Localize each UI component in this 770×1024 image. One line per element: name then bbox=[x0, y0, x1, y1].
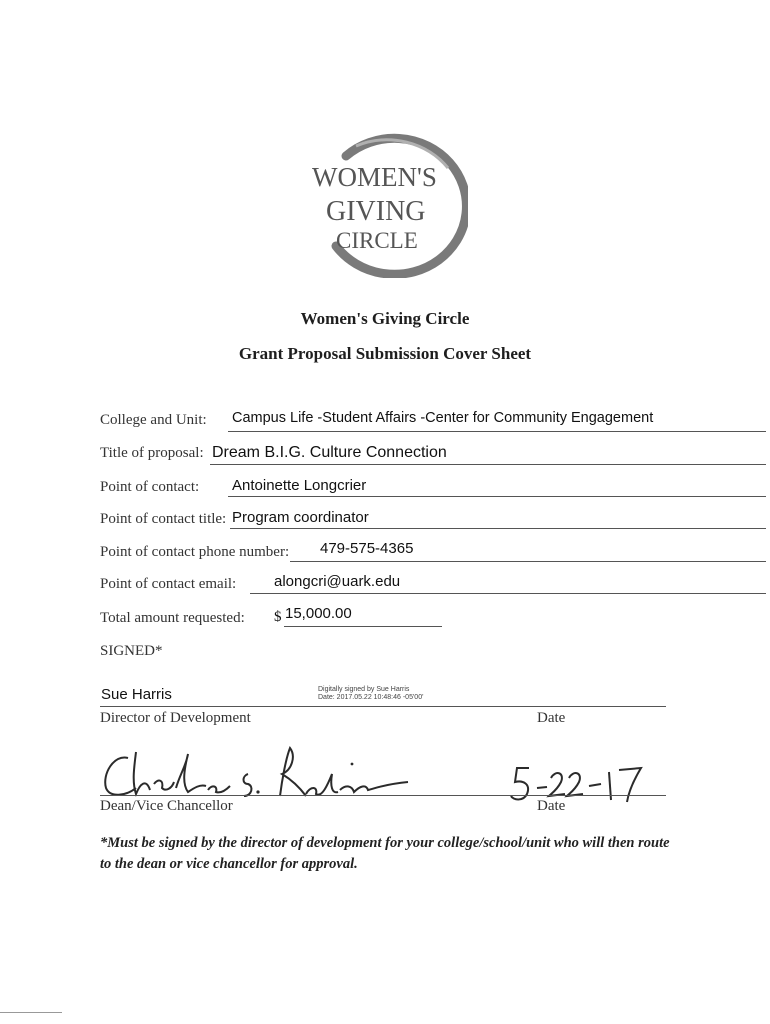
date-label-dean: Date bbox=[537, 798, 566, 814]
contact-value: Antoinette Longcrier bbox=[232, 477, 367, 494]
amount-currency: $ bbox=[274, 609, 282, 625]
college-label: College and Unit: bbox=[100, 412, 207, 428]
date-label-director: Date bbox=[537, 710, 566, 726]
director-signature-line bbox=[100, 706, 666, 707]
document-title: Women's Giving Circle bbox=[300, 309, 470, 328]
contact-title-label: Point of contact title: bbox=[100, 511, 227, 527]
phone-label: Point of contact phone number: bbox=[100, 544, 290, 560]
digital-signature-line-2: Date: 2017.05.22 10:48:46 -05'00' bbox=[318, 694, 424, 701]
logo-text-womens: WOMEN'S bbox=[312, 162, 437, 192]
footnote: *Must be signed by the director of development for your college/school/unit who will then route to the dean or vice chancellor for approval. bbox=[100, 835, 670, 872]
dean-signature-line bbox=[100, 795, 666, 796]
proposal-title-label: Title of proposal: bbox=[100, 445, 204, 461]
college-value: Campus Life -Student Affairs -Center for Community Engagement bbox=[232, 410, 654, 426]
phone-underline bbox=[290, 561, 766, 562]
email-value: alongcri@uark.edu bbox=[274, 573, 401, 590]
director-name: Sue Harris bbox=[101, 686, 172, 703]
scan-edge-mark bbox=[0, 1012, 62, 1013]
proposal-title-value: Dream B.I.G. Culture Connection bbox=[212, 444, 447, 461]
amount-label: Total amount requested: bbox=[100, 610, 245, 626]
womens-giving-circle-logo bbox=[298, 128, 468, 278]
contact-title-value: Program coordinator bbox=[232, 509, 369, 526]
amount-value: 15,000.00 bbox=[285, 605, 352, 622]
director-label: Director of Development bbox=[100, 710, 251, 726]
document-subtitle: Grant Proposal Submission Cover Sheet bbox=[238, 344, 532, 363]
digital-signature-line-1: Digitally signed by Sue Harris bbox=[318, 686, 410, 693]
contact-label: Point of contact: bbox=[100, 479, 200, 495]
signed-label: SIGNED* bbox=[100, 643, 163, 659]
contact-title-underline bbox=[230, 528, 766, 529]
email-label: Point of contact email: bbox=[100, 576, 237, 592]
logo-text-giving: GIVING bbox=[326, 196, 426, 227]
college-underline bbox=[228, 431, 766, 432]
handwritten-date bbox=[505, 762, 655, 806]
logo-text-circle: CIRCLE bbox=[336, 228, 418, 253]
handwritten-signature bbox=[96, 744, 416, 806]
phone-value: 479-575-4365 bbox=[320, 540, 414, 557]
email-underline bbox=[250, 593, 766, 594]
contact-underline bbox=[228, 496, 766, 497]
digital-signature-stamp bbox=[318, 686, 423, 702]
proposal-title-underline bbox=[210, 464, 766, 465]
amount-underline bbox=[284, 626, 442, 627]
dean-label: Dean/Vice Chancellor bbox=[100, 798, 233, 814]
